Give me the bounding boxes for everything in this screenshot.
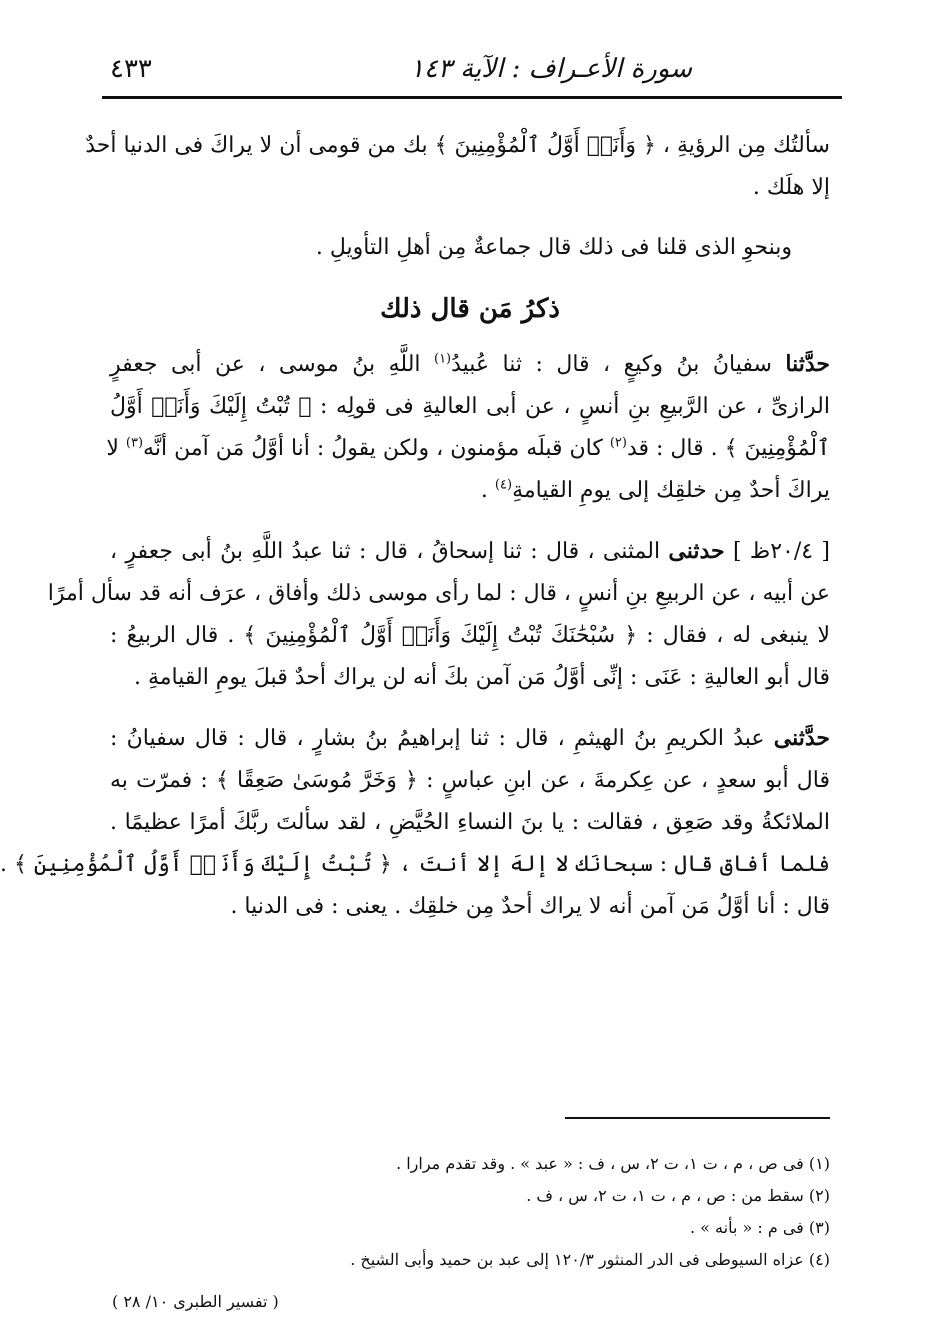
isnad-keyword: حدَّثنى (773, 725, 830, 751)
running-header (100, 52, 842, 92)
section-heading: ذكرُ مَن قال ذلك (380, 294, 560, 324)
text-line (110, 530, 830, 573)
text-line: قال : أنا أوَّلُ مَن آمن أنه لا يراك أحدٌ مِن خلقِك . يعنى : فى الدنيا . (230, 894, 830, 919)
isnad-keyword: حدَّثنا (785, 351, 830, 377)
text-line (106, 428, 830, 470)
footnote-2: (٢) سقط من : ص ، م ، ت ١، ت ٢، س ، ف . (526, 1186, 830, 1205)
text-line: قال أبو العاليةِ : عَنَى : إنِّى أوَّلُ مَن آمن بكَ أنه لن يراك أحدٌ قبلَ يومِ القيامةِ . (133, 665, 830, 690)
header-rule (102, 96, 842, 99)
text-line: سألتُك مِن الرؤيةِ ، ﴿ وَأَنَا۠ أَوَّلُ ٱلْمُؤْمِنِينَ ﴾ بك من قومى أن لا يراكَ فى الدنيا أحدٌ (85, 133, 830, 158)
manuscript-ref: [ ٢٠/٤ظ ] (724, 539, 830, 564)
surah-title: سورة الأعـراف : الآية ١٤٣ (409, 54, 692, 84)
footnote-ref-2: (٢) (609, 435, 627, 451)
text-run: عبدُ الكريمِ بنُ الهيثمِ ، قال : ثنا إبراهيمُ بنُ بشارٍ ، قال : قال سفيانُ : (110, 726, 774, 751)
text-line (110, 470, 830, 512)
isnad-keyword: حدثنى (668, 538, 725, 564)
text-line: قال أبو سعدٍ ، عن عِكرمةَ ، عن ابنِ عباسٍ : ﴿ وَخَرَّ مُوسَىٰ صَعِقًا ﴾ : فمرّت به (110, 768, 830, 793)
footnote-1: (١) فى ص ، م ، ت ١، ت ٢، س ، ف : « عبد » . وقد تقدم مرارا . (396, 1154, 830, 1173)
text-run: المثنى ، قال : ثنا إسحاقُ ، قال : ثنا عبدُ اللَّهِ بنُ أبى جعفرٍ ، (110, 539, 669, 564)
text-line: الملائكةُ وقد صَعِق ، فقالت : يا بنَ النساءِ الحُيَّضِ ، لقد سألتَ ربَّكَ أمرًا عظيمًا . (110, 810, 830, 835)
text-run: ٱلْمُؤْمِنِينَ ﴾ . قال : قد (626, 436, 830, 461)
text-run: لا (106, 436, 126, 461)
footnote-ref-3: (٣) (125, 435, 144, 451)
text-line (110, 343, 830, 386)
paragraph-5 (0, 717, 830, 928)
text-line: الرازىِّ ، عن الرَّبيعِ بنِ أنسٍ ، عن أبى العاليةِ فى قولِه : ﴿ تُبْتُ إِلَيْكَ وَأَنَا۠ أَوَّلُ (110, 394, 830, 419)
footnote-4: (٤) عزاه السيوطى فى الدر المنثور ١٢٠/٣ إلى عبد بن حميد وأبى الشيخ . (350, 1250, 830, 1269)
text-line: وبنحوِ الذى قلنا فى ذلك قال جماعةٌ مِن أهلِ التأويلِ . (315, 235, 792, 260)
page-number: ٤٣٣ (110, 54, 152, 84)
footnotes (110, 1148, 830, 1276)
footnote-ref-4: (٤) (494, 477, 513, 493)
footnote-rule (565, 1117, 830, 1119)
text-run: كان قبلَه مؤمنون ، ولكن يقولُ : أنا أوَّلُ مَن آمن أنَّه (143, 436, 610, 461)
text-run: اللَّهِ بنُ موسى ، عن أبى جعفرٍ (110, 352, 434, 377)
text-run: سفيانُ بنُ وكيعٍ ، قال : ثنا عُبيدُ (451, 352, 786, 377)
text-line: لا ينبغى له ، فقال : ﴿ سُبْحَٰنَكَ تُبْتُ إِلَيْكَ وَأَنَا۠ أَوَّلُ ٱلْمُؤْمِنِينَ ﴾ . قال الربيعُ : (110, 623, 830, 648)
volume-signature: ( تفسير الطبرى ١٠/ ٢٨ ) (112, 1292, 279, 1311)
text-line (110, 717, 830, 760)
paragraph-3 (106, 343, 830, 512)
text-run: يراكَ أحدٌ مِن خلقِك إلى يومِ القيامةِ (512, 478, 830, 503)
text-run: . (480, 478, 495, 503)
text-line: فلما أفاق قال : سبحانَك لا إلهَ إلا أنتَ ، ﴿ تُبْتُ إِلَيْكَ وَأَنَا۠ أَوَّلُ ٱلْمُؤْمِنِينَ ﴾ . (0, 852, 830, 877)
main-text (0, 125, 830, 946)
paragraph-1 (85, 125, 830, 209)
footnote-3: (٣) فى م : « بأنه » . (690, 1218, 830, 1237)
footnote-ref-1: (١) (433, 351, 452, 367)
paragraph-2 (110, 227, 830, 269)
paragraph-4 (47, 530, 830, 699)
text-line: إلا هلَك . (752, 175, 830, 200)
text-line: عن أبيه ، عن الربيعِ بنِ أنسٍ ، قال : لما رأى موسى ذلك وأفاق ، عرَف أنه قد سأل أمرًا (47, 581, 830, 606)
